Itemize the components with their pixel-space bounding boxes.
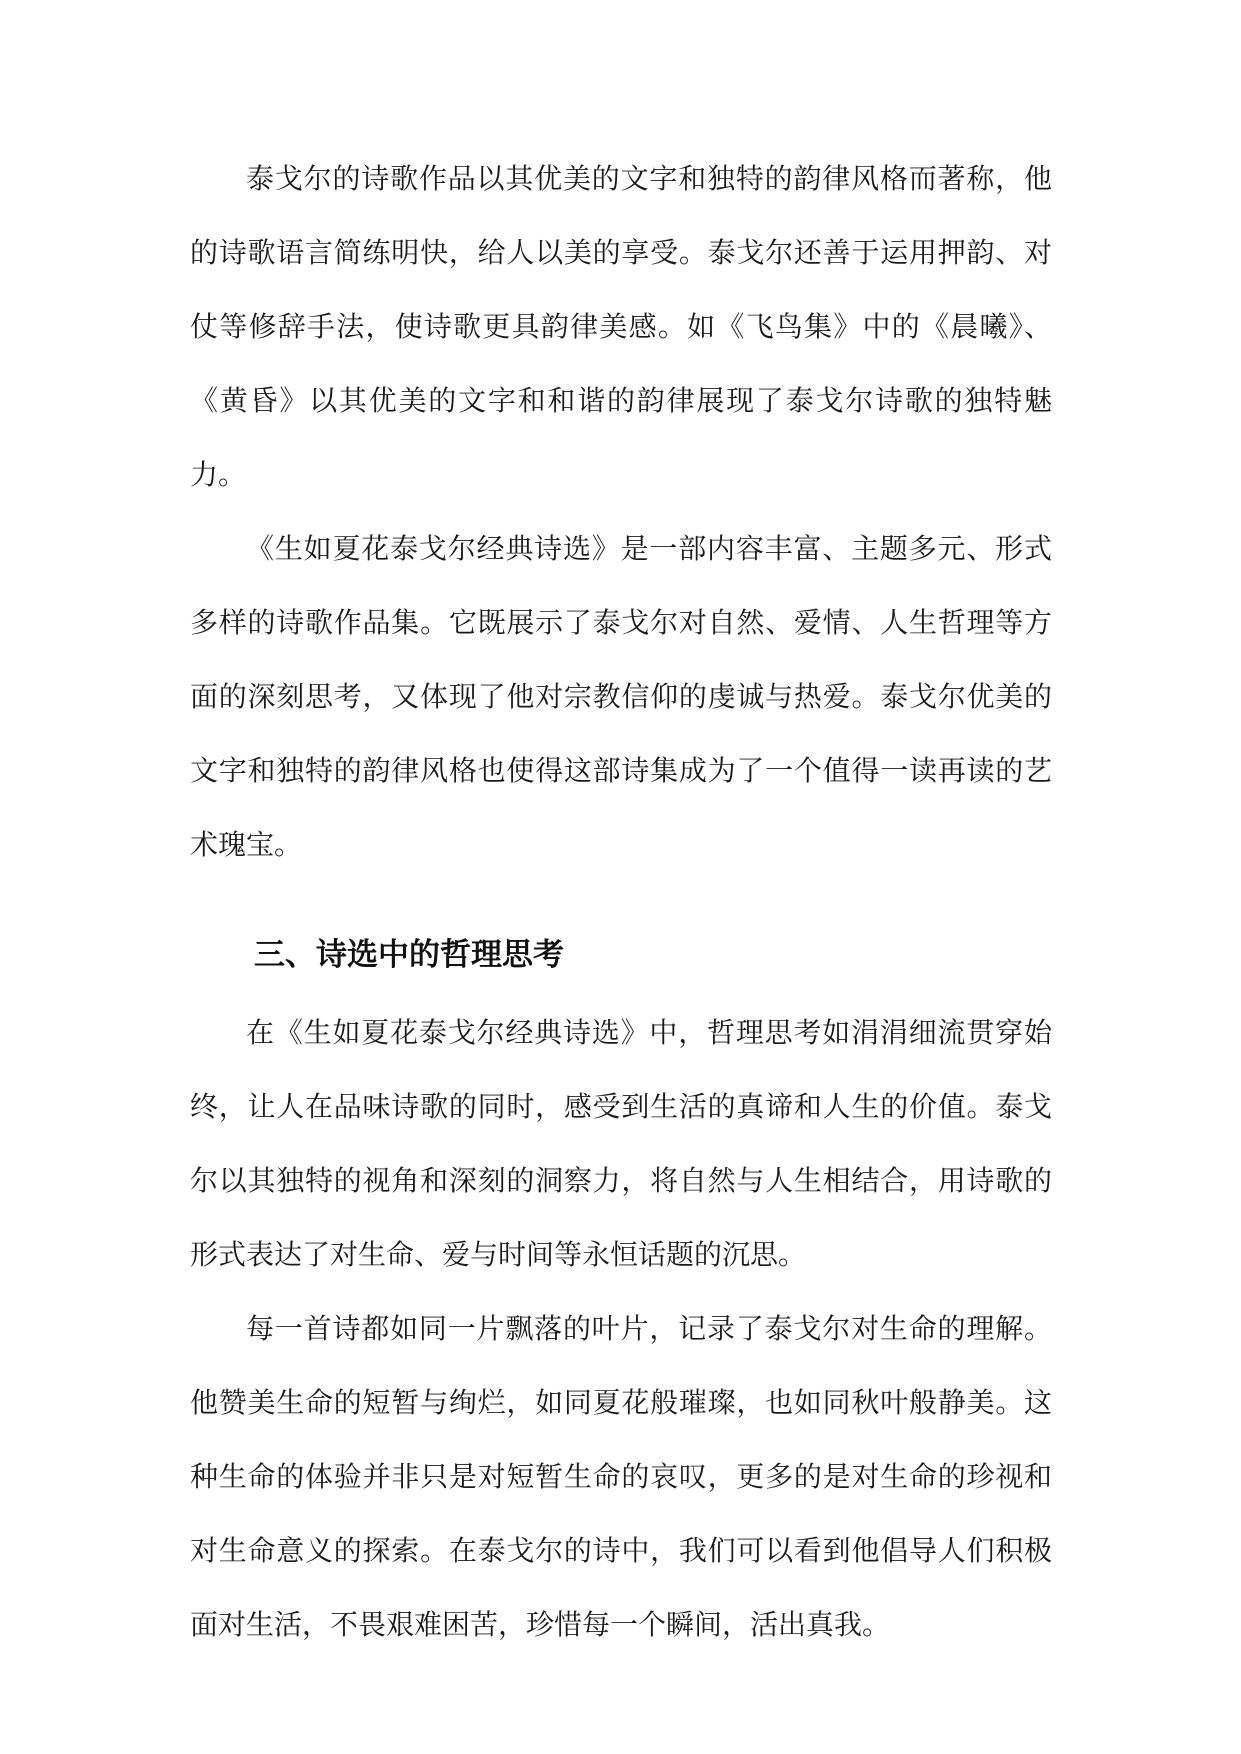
section-heading: 三、诗选中的哲理思考 [254,937,564,973]
paragraph-collection-summary: 《生如夏花泰戈尔经典诗选》是一部内容丰富、主题多元、形式多样的诗歌作品集。它既展示了泰戈尔对自然、爱情、人生哲理等方面的深刻思考，又体现了他对宗教信仰的虔诚与热爱。泰戈尔优美的文字和独特的韵律风格也使得这部诗集成为了一个值得一读再读的艺术瑰宝。 [190,532,1052,861]
paragraph-poetic-style: 泰戈尔的诗歌作品以其优美的文字和独特的韵律风格而著称，他的诗歌语言简练明快，给人以美的享受。泰戈尔还善于运用押韵、对仗等修辞手法，使诗歌更具韵律美感。如《飞鸟集》中的《晨曦》、《黄昏》以其优美的文字和和谐的韵律展现了泰戈尔诗歌的独特魅力。 [190,162,1052,491]
document-body [190,142,1052,1662]
paragraph-philosophical-thought: 在《生如夏花泰戈尔经典诗选》中，哲理思考如涓涓细流贯穿始终，让人在品味诗歌的同时，感受到生活的真谛和人生的价值。泰戈尔以其独特的视角和深刻的洞察力，将自然与人生相结合，用诗歌的形式表达了对生命、爱与时间等永恒话题的沉思。 [190,1016,1052,1271]
paragraph-life-understanding: 每一首诗都如同一片飘落的叶片，记录了泰戈尔对生命的理解。他赞美生命的短暂与绚烂，如同夏花般璀璨，也如同秋叶般静美。这种生命的体验并非只是对短暂生命的哀叹，更多的是对生命的珍视和对生命意义的探索。在泰戈尔的诗中，我们可以看到他倡导人们积极面对生活，不畏艰难困苦，珍惜每一个瞬间，活出真我。 [190,1312,1052,1641]
